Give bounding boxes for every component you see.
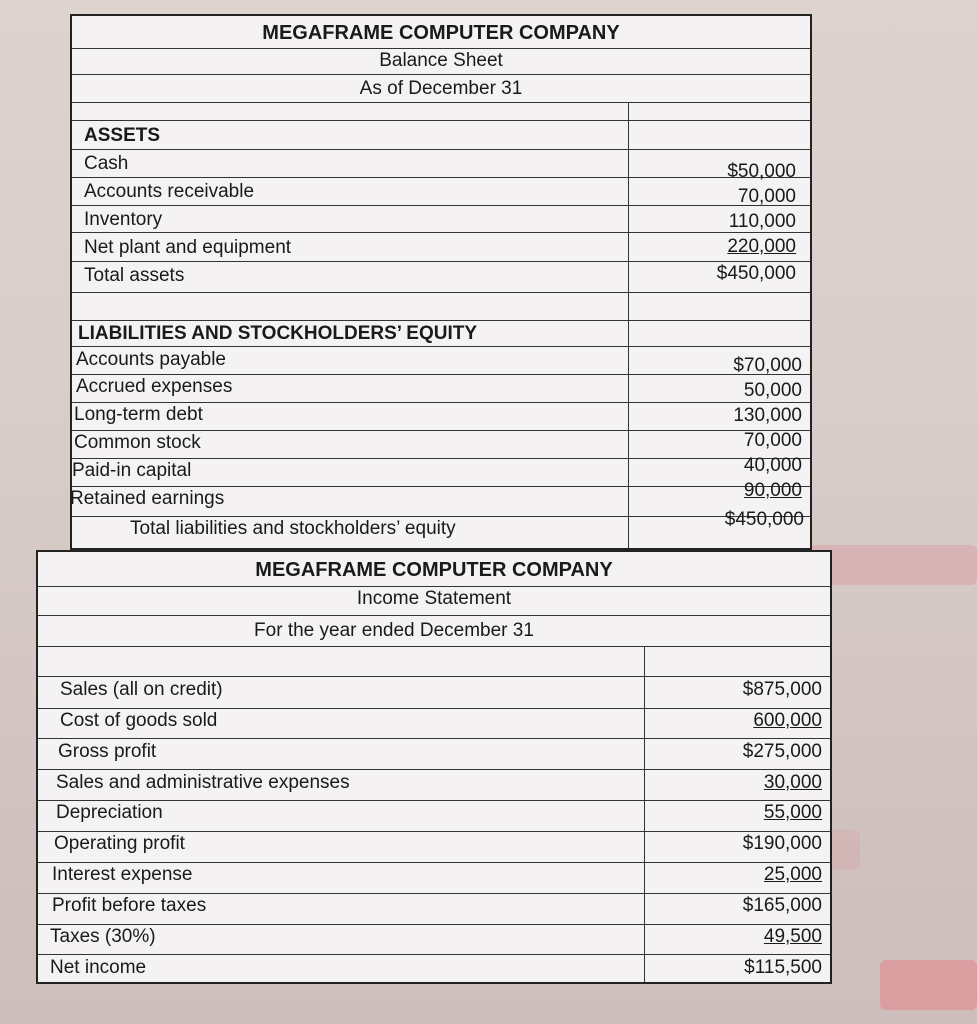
income-value: $190,000 [742,833,822,854]
total-liabilities-label: Total liabilities and stockholders’ equity [130,518,456,539]
liability-label: Retained earnings [70,488,225,509]
liability-label: Long-term debt [74,404,203,425]
income-label: Depreciation [56,802,163,823]
income-value: $275,000 [742,741,822,762]
company-name: MEGAFRAME COMPUTER COMPANY [255,559,613,581]
total-liabilities-value: $450,000 [724,509,804,530]
background-smudge [880,960,977,1010]
statement-title: Income Statement [356,588,512,609]
income-value: 30,000 [763,772,822,793]
assets-header: ASSETS [84,125,161,146]
liabilities-header: LIABILITIES AND STOCKHOLDERS’ EQUITY [78,323,478,344]
income-value: $165,000 [742,895,822,916]
liability-value: 130,000 [733,405,802,426]
net-income-value: $115,500 [744,957,822,978]
total-assets-label: Total assets [84,265,185,286]
liability-label: Common stock [74,432,201,453]
income-value: $875,000 [742,679,822,700]
statement-period: For the year ended December 31 [254,620,534,641]
asset-label: Inventory [84,209,163,230]
income-value: 25,000 [763,864,822,885]
income-value: 55,000 [763,802,822,823]
income-label: Taxes (30%) [50,926,156,947]
statement-date: As of December 31 [359,78,523,99]
income-value: 600,000 [753,710,822,731]
liability-label: Paid-in capital [72,460,192,481]
asset-value: 70,000 [737,186,796,207]
liability-value: $70,000 [733,355,802,376]
income-label: Sales (all on credit) [60,679,223,700]
liability-label: Accounts payable [76,349,226,370]
statement-title: Balance Sheet [379,50,503,71]
income-label: Profit before taxes [52,895,207,916]
asset-label: Accounts receivable [84,181,255,202]
asset-value: 110,000 [728,211,796,232]
income-label: Gross profit [58,741,157,762]
asset-label: Cash [84,153,129,174]
liability-value: 70,000 [743,430,802,451]
liability-value: 40,000 [743,455,802,476]
income-label: Interest expense [52,864,193,885]
asset-value: 220,000 [727,236,796,257]
income-label: Operating profit [54,833,185,854]
asset-label: Net plant and equipment [84,237,292,258]
income-statement-table [36,550,832,984]
balance-sheet-table [70,14,812,550]
income-label: Cost of goods sold [60,710,218,731]
asset-value: $50,000 [727,161,796,182]
liability-label: Accrued expenses [76,376,233,397]
company-name: MEGAFRAME COMPUTER COMPANY [262,22,620,44]
net-income-label: Net income [50,957,147,978]
liability-value: 50,000 [743,380,802,401]
liability-value: 90,000 [743,480,802,501]
total-assets-value: $450,000 [716,263,796,284]
income-value: 49,500 [763,926,822,947]
income-label: Sales and administrative expenses [56,772,350,793]
